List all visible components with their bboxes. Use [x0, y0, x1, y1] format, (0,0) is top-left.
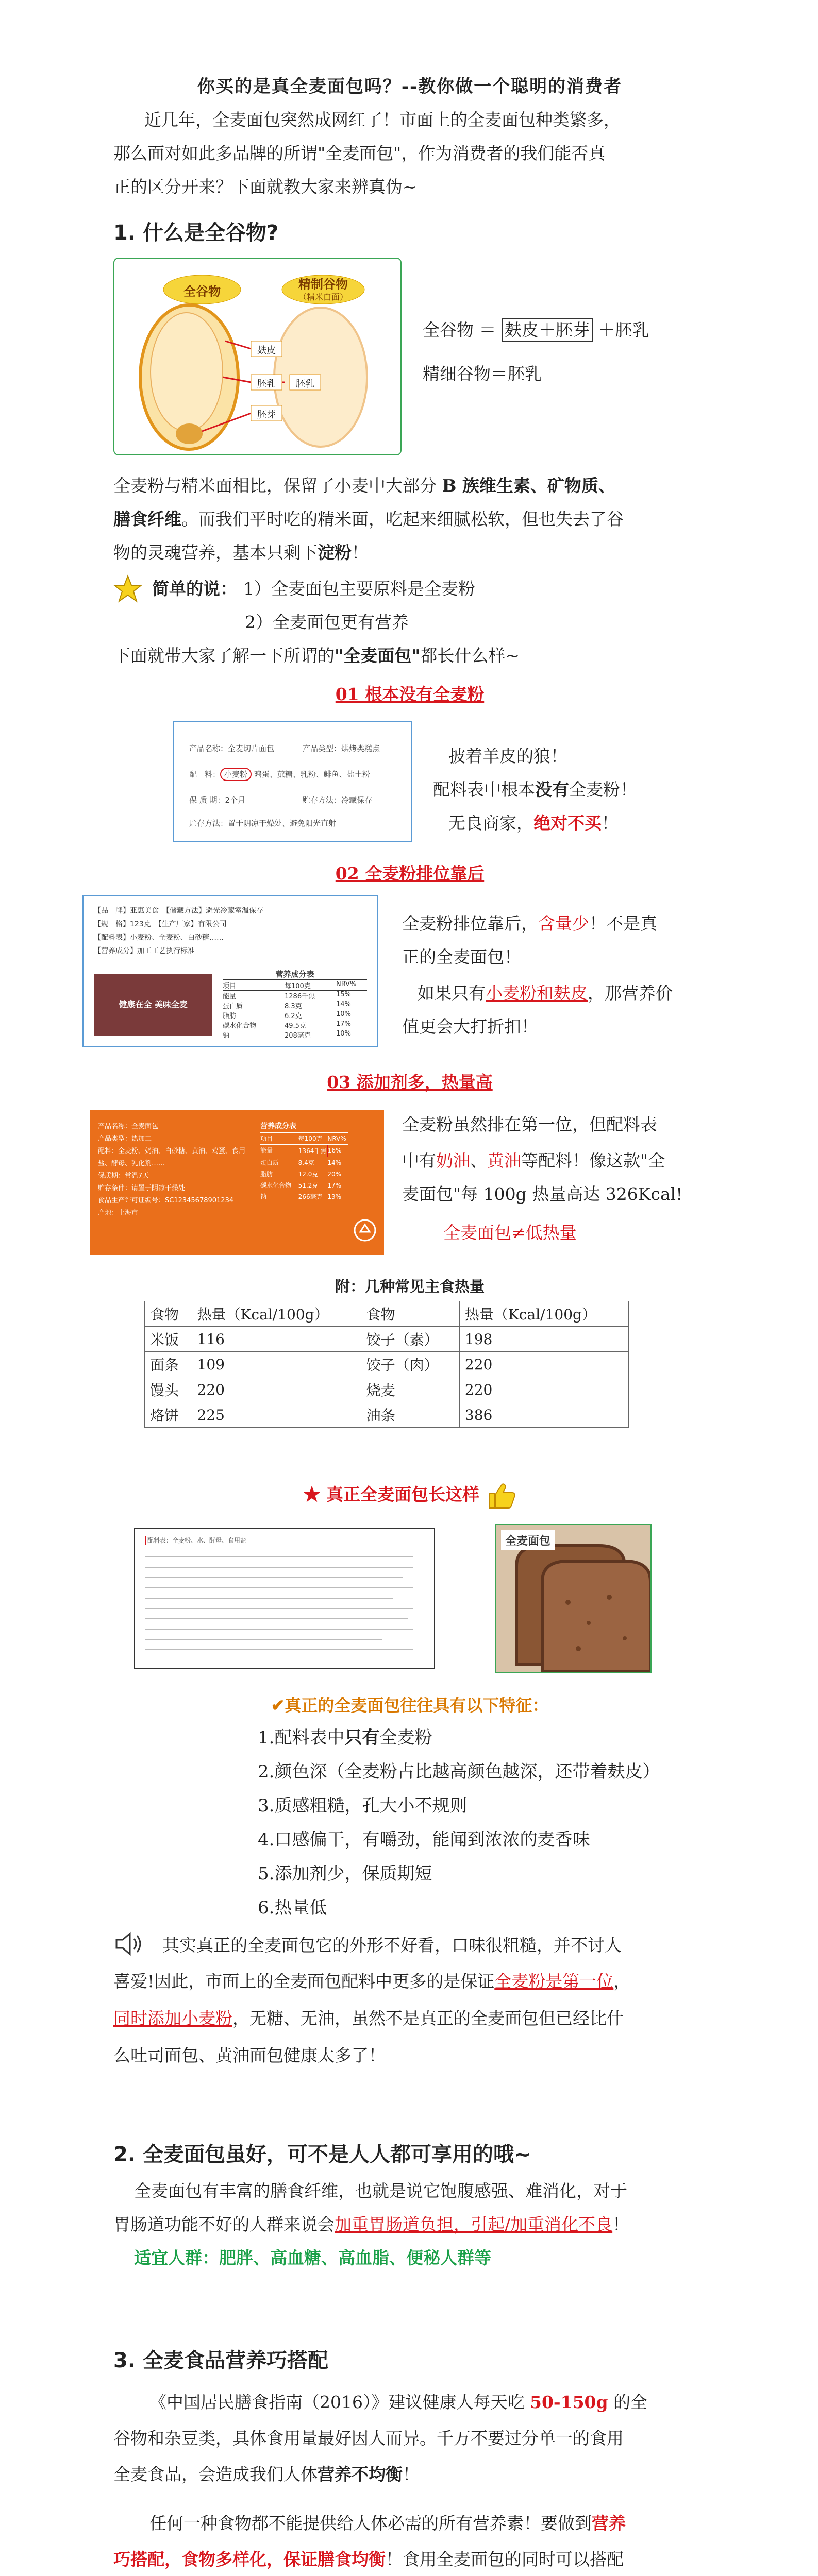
- section2-para-2a: 胃肠道功能不好的人群来说会: [113, 2214, 335, 2234]
- para-b-bold: "全麦面包": [335, 646, 421, 666]
- feature-item: 4.口感偏干，有嚼劲，能闻到浓浓的麦香味: [258, 1829, 590, 1850]
- bran-label: 麸皮: [257, 345, 276, 356]
- table-cell: 386: [459, 1402, 628, 1428]
- table-cell: 馒头: [145, 1377, 192, 1402]
- case2-text-1b: ！不是真: [589, 913, 657, 934]
- case2-label-row: 【配料表】小麦粉、全麦粉、白砂糖……: [94, 934, 224, 942]
- star-icon: [113, 574, 142, 603]
- nutri-cell: 10%: [336, 1030, 351, 1038]
- case3-label-row: 保质期：常温7天: [98, 1172, 149, 1180]
- nutri-cell: 20%: [327, 1171, 342, 1178]
- nutri-cell: 10%: [336, 1010, 351, 1018]
- label-name-key: 产品名称：: [189, 744, 228, 753]
- grain-diagram-svg: [114, 259, 400, 454]
- nutri-cell: 蛋白质: [260, 1159, 279, 1166]
- section2-para-2: [113, 2210, 706, 2239]
- section1-heading: 1. 什么是全谷物?: [113, 221, 279, 245]
- case2-label-row: 【营养成分】加工工艺执行标准: [94, 947, 195, 955]
- section3-heading: 3. 全麦食品营养巧搭配: [113, 2349, 328, 2372]
- table-cell: 烙饼: [145, 1402, 192, 1428]
- table-cell: 116: [192, 1327, 361, 1352]
- section3-para-5b: ！食用全麦面包的同时可以搭配: [386, 2549, 624, 2569]
- nutri-head-cell: NRV%: [336, 980, 357, 988]
- case3-text-3: 麦面包"每 100g 热量高达 326Kcal!: [402, 1184, 683, 1204]
- case3-text-2b: 等配料！像这款"全: [521, 1150, 665, 1171]
- page-title: 你买的是真全麦面包吗？--教你做一个聪明的消费者: [197, 76, 623, 97]
- label-shelf-key: 保 质 期：: [189, 795, 225, 805]
- para-a-bold3: 淀粉: [318, 543, 352, 563]
- case3-text-2: [402, 1146, 665, 1175]
- table-cell: 烧麦: [361, 1377, 459, 1402]
- real-label-image: [134, 1528, 435, 1669]
- nutri-cell: 17%: [336, 1020, 351, 1028]
- label-type-key: 产品类型：: [303, 744, 342, 753]
- real-bread-image: [495, 1524, 652, 1673]
- nutri-row: [260, 1180, 348, 1191]
- case3-nutrition-table: [260, 1121, 348, 1202]
- table-cell: 面条: [145, 1352, 192, 1377]
- para-a-text4: ！: [352, 543, 369, 563]
- real-label-ingr-highlight: 配料表：全麦粉、水、酵母、食用盐: [145, 1536, 248, 1545]
- intro-line-3: 正的区分开来？下面就教大家来辨真伪~: [113, 177, 417, 197]
- case2-label-image: [82, 895, 378, 1047]
- intro-line-1: 近几年，全麦面包突然成网红了！市面上的全麦面包种类繁多，: [144, 110, 621, 130]
- case3-label-row: 食品生产许可证编号：SC12345678901234: [98, 1197, 234, 1205]
- case3-label-row: 产地：上海市: [98, 1209, 139, 1217]
- para-a-line2: [113, 505, 706, 534]
- case2-text-1-red: 含量少: [538, 913, 589, 934]
- summary-line-1: 其实真正的全麦面包它的外形不好看，口味很粗糙，并不讨人: [162, 1935, 622, 1955]
- label-shelf: [189, 794, 245, 805]
- nutri-cell: 碳水化合物: [260, 1182, 292, 1189]
- label-storage: [303, 794, 372, 805]
- formula1-box: 麸皮＋胚芽: [502, 318, 593, 342]
- grain-diagram: [113, 258, 402, 455]
- nutri-cell: 17%: [327, 1182, 342, 1189]
- nutri-row: [223, 1010, 367, 1020]
- case3-text-2-sep: 、: [470, 1150, 487, 1171]
- calorie-table: [144, 1301, 629, 1428]
- formula-refined-grain: 精细谷物＝胚乳: [423, 364, 542, 384]
- case3-label-row: 配料：全麦粉、奶油、白砂糖、黄油、鸡蛋、食用盐、酵母、乳化剂……: [98, 1147, 246, 1167]
- table-cell: 饺子（素）: [361, 1327, 459, 1352]
- case3-label-row: 贮存条件：请置于阴凉干燥处: [98, 1184, 186, 1192]
- feature-bold: 只有: [344, 1727, 380, 1748]
- label-ingr-rest: 鸡蛋、蔗糖、乳粉、鲱鱼、盐土粉: [254, 770, 370, 779]
- case1-text-3-red: 绝对不买: [533, 813, 602, 833]
- section3-para-4: [149, 2509, 706, 2538]
- nutri-cell: 钠: [223, 1032, 230, 1040]
- case3-label-image: [90, 1110, 384, 1255]
- table-row: [145, 1327, 629, 1352]
- germ-label: 胚芽: [257, 410, 276, 420]
- nutri-row: [223, 991, 367, 1001]
- table-cell: 198: [459, 1327, 628, 1352]
- para-a-text: 全麦粉与精米面相比，保留了小麦中大部分: [113, 476, 442, 496]
- case3-text-2-red1: 奶油: [436, 1150, 470, 1171]
- nutri-cell: 51.2克: [298, 1182, 319, 1189]
- nutri-head-cell: 项目: [260, 1135, 273, 1142]
- formula1-prefix: 全谷物 ＝: [423, 320, 496, 340]
- nutri-row: [223, 1020, 367, 1030]
- case1-text-1: 披着羊皮的狼！: [448, 746, 567, 766]
- section3-para-4-red: 营养: [592, 2513, 626, 2533]
- real-heading: 真正全麦面包长这样: [326, 1484, 479, 1504]
- tip-row-1: [152, 574, 475, 603]
- para-b-post: 都长什么样~: [420, 646, 520, 666]
- case2-text-3: [418, 979, 673, 1008]
- case3-text-2a: 中有: [402, 1150, 436, 1171]
- calorie-table-caption: 附：几种常见主食热量: [335, 1278, 485, 1295]
- summary-line-2: [113, 1967, 706, 1996]
- section3-para-3b: ！: [403, 2464, 420, 2484]
- summary-2a: 喜爱!因此，市面上的全麦面包配料中更多的是保证: [113, 1971, 495, 1991]
- feature-item: 2.颜色深（全麦粉占比越高颜色越深，还带着麸皮）: [258, 1761, 660, 1782]
- feature-item: 6.热量低: [258, 1897, 327, 1918]
- nutri-cell: 脂肪: [223, 1012, 237, 1020]
- nutri-cell: 能量: [223, 993, 237, 1001]
- table-header-cell: 食物: [145, 1301, 192, 1327]
- case1-heading: 01 根本没有全麦粉: [335, 684, 485, 704]
- nutri-cell: 14%: [336, 1001, 351, 1008]
- nutri-row: [223, 1001, 367, 1010]
- nutri-cell: 12.0克: [298, 1171, 319, 1178]
- tip-1: 1）全麦面包主要原料是全麦粉: [243, 579, 475, 599]
- section2-para-2-red: 加重胃肠道负担，引起/加重消化不良: [335, 2214, 613, 2234]
- real-heading-row: [113, 1481, 706, 1510]
- case1-text-2: [433, 775, 637, 804]
- case2-nutri-title: 营养成分表: [223, 969, 367, 980]
- case1-text-2b: 全麦粉！: [569, 779, 637, 800]
- label-shelf-val: 2个月: [225, 795, 246, 805]
- case3-label-rows: [98, 1121, 253, 1219]
- features-list: [258, 1721, 696, 1925]
- case3-nutri-head: [260, 1133, 348, 1145]
- summary-2-red: 全麦粉是第一位: [494, 1971, 614, 1991]
- table-cell: 220: [192, 1377, 361, 1402]
- summary-2b: ，: [613, 1971, 631, 1991]
- case2-text-3b: ，那营养价: [588, 983, 673, 1003]
- article: [94, 0, 706, 2576]
- case3-label-row: 产品类型：热加工: [98, 1135, 152, 1143]
- nutri-head-cell: 每100克: [298, 1135, 323, 1142]
- table-cell: 225: [192, 1402, 361, 1428]
- real-label-ingredients: [145, 1536, 424, 1545]
- section3-para-2: 谷物和杂豆类，具体食用量最好因人而异。千万不要过分单一的食用: [113, 2428, 624, 2448]
- features-heading: 真正的全麦面包往往具有以下特征：: [285, 1696, 549, 1715]
- section3-para-1: [149, 2388, 706, 2417]
- case3-heading: 03 添加剂多，热量高: [327, 1072, 493, 1092]
- nutri-cell: 脂肪: [260, 1171, 273, 1178]
- nutri-cell: 8.4克: [298, 1159, 314, 1166]
- section3-para-3a: 全麦食品，会造成我们人体: [113, 2464, 318, 2484]
- case3-text-1: 全麦粉虽然排在第一位，但配料表: [402, 1114, 657, 1134]
- nutri-cell: 蛋白质: [223, 1003, 243, 1010]
- case1-text-2a: 配料表中根本: [433, 779, 535, 800]
- case2-heading: 02 全麦粉排位靠后: [335, 863, 485, 884]
- section3-para-1a: 《中国居民膳食指南（2016）》建议健康人每天吃: [149, 2392, 530, 2412]
- case1-label-image: [173, 721, 412, 842]
- table-header-cell: 热量（Kcal/100g）: [192, 1301, 361, 1327]
- section3-para-5-red: 巧搭配，食物多样化，保证膳食均衡: [113, 2549, 386, 2569]
- feature-item: 3.质感粗糙，孔大小不规则: [258, 1795, 468, 1816]
- case2-text-1: [402, 909, 657, 938]
- thumbs-up-icon: [486, 1481, 516, 1510]
- case2-text-3-red: 小麦粉和麸皮: [486, 983, 588, 1003]
- section3-para-3: [113, 2460, 706, 2489]
- nutri-row: [260, 1145, 348, 1157]
- case1-text-3: [448, 809, 619, 838]
- para-a-text3: 物的灵魂营养，基本只剩下: [113, 543, 318, 563]
- nutri-cell: 49.5克: [285, 1022, 306, 1030]
- label-storage-val: 冷藏保存: [341, 795, 373, 805]
- case2-label-row: 【品 牌】亚惠美食 【储藏方法】避光冷藏室温保存: [94, 907, 263, 915]
- para-a-line1: [113, 471, 706, 500]
- table-row: [145, 1352, 629, 1377]
- nutri-head-cell: NRV%: [327, 1135, 346, 1142]
- nutri-row: [223, 1030, 367, 1040]
- table-row: [145, 1377, 629, 1402]
- label-note: 贮存方法：置于阴凉干燥处、避免阳光直射: [189, 819, 337, 828]
- endosperm-label: 胚乳: [257, 379, 276, 389]
- nutri-head-cell: 每100克: [285, 982, 311, 990]
- label-name: [189, 743, 274, 754]
- section2-heading: 2. 全麦面包虽好，可不是人人都可享用的哦~: [113, 2143, 531, 2166]
- nutri-row: [260, 1191, 348, 1202]
- real-label-lines: [145, 1552, 424, 1660]
- section3-para-1-red: 50-150g: [529, 2392, 608, 2412]
- nutri-cell: 碳水化合物: [223, 1022, 257, 1030]
- label-ingr-key: 配 料：: [189, 770, 221, 779]
- table-header-cell: 食物: [361, 1301, 459, 1327]
- label-name-val: 全麦切片面包: [228, 744, 275, 753]
- para-a-bold2: 膳食纤维: [113, 509, 181, 529]
- case3-text-4: 全麦面包≠低热量: [443, 1223, 577, 1243]
- table-cell: 220: [459, 1352, 628, 1377]
- nutri-head-cell: 项目: [223, 982, 237, 990]
- case1-text-2-bold: 没有: [535, 779, 569, 800]
- feature-item: 1.配料表中只有全麦粉: [258, 1727, 432, 1748]
- label-type: [303, 743, 380, 754]
- refined-endosperm-label: 胚乳: [296, 379, 314, 389]
- summary-3-red: 同时添加小麦粉: [113, 2008, 232, 2028]
- case2-product-image: 健康在全 美味全麦: [94, 974, 212, 1036]
- para-b-pre: 下面就带大家了解一下所谓的: [113, 646, 335, 666]
- nutri-cell: 8.3克: [285, 1003, 302, 1010]
- nutri-cell: 6.2克: [285, 1012, 302, 1020]
- para-a-bold: B 族维生素、矿物质、: [442, 476, 615, 496]
- summary-3b: ，无糖、无油，虽然不是真正的全麦面包但已经比什: [232, 2008, 624, 2028]
- case2-text-3a: 如果只有: [418, 983, 486, 1003]
- case2-label-rows: [94, 904, 367, 958]
- para-a-text2: 。而我们平时吃的精米面，吃起来细腻松软，但也失去了谷: [181, 509, 624, 529]
- section2-para-1: 全麦面包有丰富的膳食纤维，也就是说它饱腹感强、难消化，对于: [134, 2181, 627, 2201]
- case1-text-3a: 无良商家，: [448, 813, 533, 833]
- nutri-cell: 14%: [327, 1159, 342, 1166]
- case2-label-row: 【规 格】123克 【生产厂家】有限公司: [94, 920, 227, 928]
- case2-nutri-head: [223, 980, 367, 991]
- check-icon: ✔: [271, 1696, 285, 1715]
- section3-para-4a: 任何一种食物都不能提供给人体必需的所有营养素！要做到: [149, 2513, 592, 2533]
- table-cell: 米饭: [145, 1327, 192, 1352]
- nutri-cell: 208毫克: [285, 1032, 311, 1040]
- nutri-cell: 1286千焦: [285, 993, 315, 1001]
- refined-grain-sublabel: （精米白面）: [298, 292, 348, 302]
- tip-label: 简单的说：: [152, 579, 237, 599]
- table-row: [145, 1402, 629, 1428]
- case2-nutrition-table: [223, 969, 367, 1040]
- label-storage-key: 贮存方法：: [303, 795, 342, 805]
- case2-text-1a: 全麦粉排位靠后，: [402, 913, 538, 934]
- nutri-cell: 16%: [327, 1147, 342, 1154]
- nutri-cell-highlight: 1364千焦: [298, 1145, 328, 1157]
- nutri-row: [260, 1168, 348, 1180]
- case3-nutri-title: 营养成分表: [260, 1121, 348, 1133]
- refined-grain-label: 精制谷物: [298, 277, 348, 292]
- recycle-icon: [353, 1218, 377, 1242]
- section2-para-2b: ！: [612, 2214, 630, 2234]
- formula1-suffix: ＋胚乳: [598, 320, 649, 340]
- case3-text-2-red2: 黄油: [487, 1150, 521, 1171]
- feature-item: 5.添加剂少，保质期短: [258, 1863, 432, 1884]
- nutri-cell: 15%: [336, 991, 351, 998]
- table-cell: 220: [459, 1377, 628, 1402]
- intro-line-2: 那么面对如此多品牌的所谓"全麦面包"，作为消费者的我们能否真: [113, 143, 606, 163]
- para-a-line3: [113, 538, 706, 567]
- table-cell: 饺子（肉）: [361, 1352, 459, 1377]
- label-type-val: 烘烤类糕点: [341, 744, 380, 753]
- section2-suitable: 适宜人群：肥胖、高血糖、高血脂、便秘人群等: [134, 2248, 491, 2268]
- features-heading-row: [113, 1692, 706, 1716]
- table-cell: 油条: [361, 1402, 459, 1428]
- table-cell: 109: [192, 1352, 361, 1377]
- label-ingredients: [189, 769, 370, 779]
- section3-para-5: [113, 2545, 706, 2574]
- whole-grain-label: 全谷物: [183, 284, 221, 299]
- para-b: [113, 641, 520, 670]
- case3-label-row: 产品名称：全麦面包: [98, 1123, 159, 1130]
- nutri-row: [260, 1157, 348, 1168]
- red-star-icon: ★: [303, 1484, 326, 1504]
- real-label-text: [145, 1536, 424, 1545]
- label-ingr-circled: 小麦粉: [220, 768, 252, 781]
- summary-line-3: [113, 2004, 706, 2033]
- nutri-cell: 13%: [327, 1193, 342, 1200]
- table-header-row: [145, 1301, 629, 1327]
- bread-tag: 全麦面包: [501, 1530, 555, 1550]
- summary-line-4: 么吐司面包、黄油面包健康太多了！: [113, 2045, 386, 2065]
- section3-para-1b: 的全: [608, 2392, 648, 2412]
- formula-whole-grain: [423, 317, 649, 341]
- tip-2: 2）全麦面包更有营养: [245, 612, 409, 632]
- nutri-cell: 能量: [260, 1147, 273, 1154]
- nutri-cell: 266毫克: [298, 1193, 323, 1200]
- speaker-icon: [113, 1929, 144, 1958]
- case2-text-2: 正的全麦面包！: [402, 947, 521, 967]
- case1-text-3b: ！: [602, 813, 619, 833]
- case2-text-4: 值更会大打折扣！: [402, 1016, 538, 1037]
- section3-para-3-bold: 营养不均衡: [318, 2464, 403, 2484]
- nutri-cell: 钠: [260, 1193, 267, 1200]
- table-header-cell: 热量（Kcal/100g）: [459, 1301, 628, 1327]
